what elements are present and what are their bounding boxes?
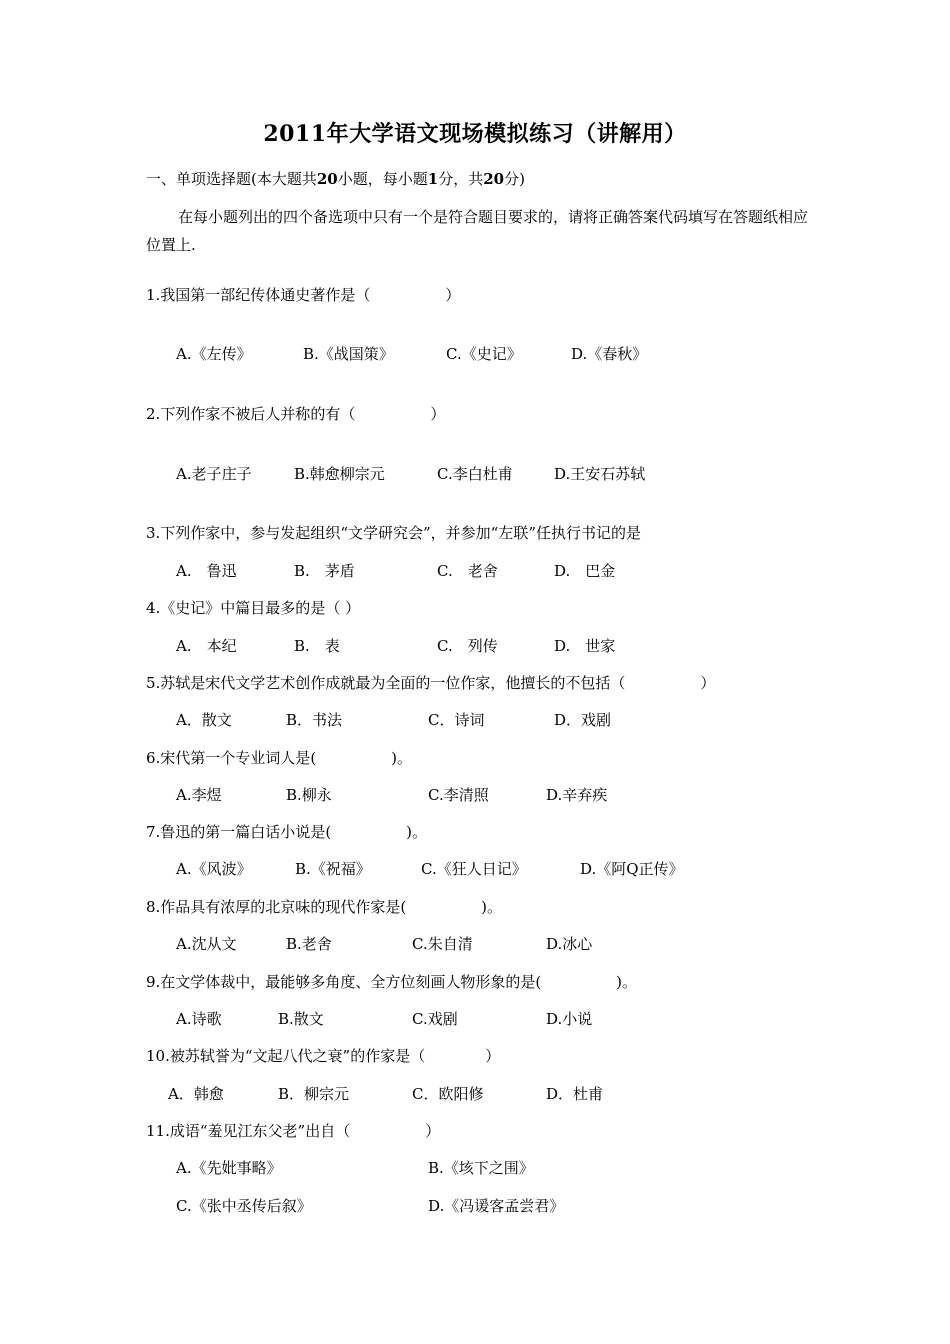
section-mid1: 小题，每小题 (337, 170, 428, 188)
option-d: D. 巴金 (554, 562, 616, 580)
option-b: B.《战国策》 (303, 345, 394, 363)
option-b: B.《垓下之围》 (428, 1159, 534, 1177)
option-a: A.《先妣事略》 (176, 1159, 282, 1177)
question-stem: 6.宋代第一个专业词人是( )。 (146, 749, 413, 767)
instruction-text: 在每小题列出的四个备选项中只有一个是符合题目要求的，请将正确答案代码填写在答题纸相应位置上. (146, 208, 809, 254)
option-b: B．柳宗元 (278, 1085, 350, 1103)
section-prefix: 一、单项选择题(本大题共 (146, 170, 317, 188)
option-b: B.韩愈柳宗元 (294, 465, 385, 483)
option-d: D．杜甫 (546, 1085, 604, 1103)
section-each: 1 (427, 170, 439, 188)
option-d: D.《冯谖客孟尝君》 (428, 1197, 565, 1215)
option-d: D.王安石苏轼 (554, 465, 646, 483)
section-total: 20 (483, 170, 505, 188)
option-c: C.朱自清 (412, 935, 473, 953)
option-b: B.散文 (278, 1010, 324, 1028)
option-d: D.辛弃疾 (546, 786, 608, 804)
question-stem: 1.我国第一部纪传体通史著作是（ ） (146, 286, 461, 304)
option-c: C.《狂人日记》 (421, 860, 527, 878)
option-c: C.《史记》 (446, 345, 522, 363)
question-stem: 2.下列作家不被后人并称的有（ ） (146, 405, 446, 423)
question-stem: 5.苏轼是宋代文学艺术创作成就最为全面的一位作家，他擅长的不包括（ ） (146, 674, 716, 692)
option-c: C. 老舍 (437, 562, 498, 580)
option-c: C.戏剧 (412, 1010, 458, 1028)
section-suffix: 分) (504, 170, 525, 188)
option-c: C.李白杜甫 (437, 465, 513, 483)
option-b: B. 茅盾 (294, 562, 355, 580)
option-b: B．书法 (286, 711, 343, 729)
option-a: A.老子庄子 (176, 465, 252, 483)
question-stem: 4.《史记》中篇目最多的是（ ） (146, 599, 361, 617)
option-a: A. 鲁迅 (176, 562, 237, 580)
section-heading (146, 168, 525, 189)
page-title: 2011年大学语文现场模拟练习（讲解用） (263, 121, 687, 147)
option-a: A.《风波》 (176, 860, 252, 878)
option-d: D.小说 (546, 1010, 593, 1028)
option-b: B.柳永 (286, 786, 332, 804)
option-a: A. 本纪 (176, 637, 237, 655)
option-d: D. 世家 (554, 637, 616, 655)
option-c: C．欧阳修 (412, 1085, 484, 1103)
question-stem: 9.在文学体裁中，最能够多角度、全方位刻画人物形象的是( )。 (146, 973, 638, 991)
option-b: B. 表 (294, 637, 340, 655)
question-stem: 10.被苏轼誉为“文起八代之衰”的作家是（ ） (146, 1047, 501, 1065)
question-stem: 8.作品具有浓厚的北京味的现代作家是( )。 (146, 898, 503, 916)
option-d: D.冰心 (546, 935, 593, 953)
question-stem: 11.成语“羞见江东父老”出自（ ） (146, 1122, 441, 1140)
question-stem: 7.鲁迅的第一篇白话小说是( )。 (146, 823, 428, 841)
option-a: A.沈从文 (176, 935, 237, 953)
section-count: 20 (316, 170, 338, 188)
option-a: A．散文 (176, 711, 232, 729)
option-d: D.《阿Q正传》 (580, 860, 684, 878)
option-a: A.诗歌 (176, 1010, 222, 1028)
option-c: C.李清照 (428, 786, 489, 804)
option-d: D．戏剧 (554, 711, 612, 729)
option-a: A．韩愈 (168, 1085, 224, 1103)
section-mid2: 分，共 (438, 170, 484, 188)
option-b: B.老舍 (286, 935, 332, 953)
option-c: C．诗词 (428, 711, 485, 729)
option-c: C. 列传 (437, 637, 498, 655)
option-c: C.《张中丞传后叙》 (176, 1197, 312, 1215)
option-a: A.《左传》 (176, 345, 252, 363)
option-b: B.《祝福》 (295, 860, 371, 878)
option-a: A.李煜 (176, 786, 222, 804)
option-d: D.《春秋》 (571, 345, 648, 363)
question-stem: 3.下列作家中，参与发起组织“文学研究会”，并参加“左联”任执行书记的是 (146, 524, 641, 542)
